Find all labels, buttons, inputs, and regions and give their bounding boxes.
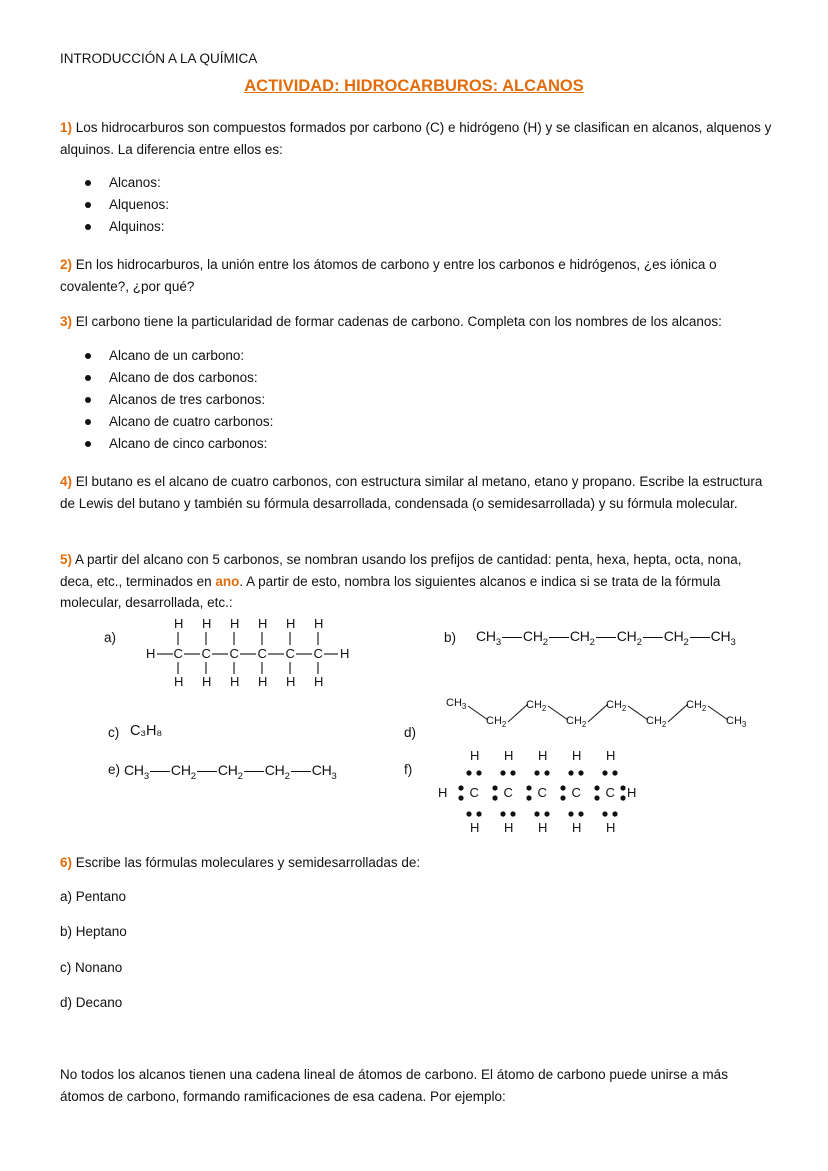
- list-item: Alquenos:: [85, 194, 169, 216]
- formula-d-zigzag: [440, 694, 770, 738]
- electron-dot: [602, 770, 607, 775]
- chain-group: $CH_2$: [522, 628, 548, 648]
- electron-dot: [534, 770, 539, 775]
- question-1-number: 1): [60, 120, 73, 135]
- atom-h: H: [202, 616, 212, 631]
- formula-b-condensed: [476, 628, 736, 648]
- question-3: [60, 311, 772, 333]
- atom-c: C: [285, 646, 295, 661]
- question-1-text: Los hidrocarburos son compuestos formados por carbono (C) e hidrógeno (H) y se clasifican en alcanos, alquenos y alquinos. La diferencia entre ellos es:: [60, 120, 772, 157]
- electron-dot: [466, 811, 471, 816]
- electron-dot: [458, 785, 463, 790]
- bond: [708, 706, 728, 720]
- atom-c: C: [201, 646, 211, 661]
- electron-dot: [560, 795, 565, 800]
- bond-dash: [197, 771, 217, 772]
- question-1-list: [85, 172, 169, 238]
- atom-h: H: [606, 820, 616, 835]
- answer-item: a) Pentano: [60, 889, 127, 904]
- chain-group: $CH_2$: [486, 715, 507, 729]
- list-item: Alcano de cuatro carbonos:: [85, 411, 273, 433]
- question-5-number: 5): [60, 552, 73, 567]
- atom-h: H: [174, 674, 184, 689]
- bond-dash: [549, 637, 569, 638]
- atom-c: C: [605, 785, 615, 800]
- atom-h: H: [572, 748, 582, 763]
- atom-h: H: [470, 820, 480, 835]
- question-6: [60, 852, 772, 874]
- formula-e-condensed: [124, 762, 337, 782]
- chain-group: $CH_2$: [566, 715, 587, 729]
- bond-dash: [643, 637, 663, 638]
- question-5-text-b: . A partir de esto, nombra los siguientes alcanos e indica si se trata de la fórmula molecular, desarrollada, etc.:: [60, 573, 721, 610]
- atom-h: H: [538, 820, 548, 835]
- label-b: b): [444, 630, 457, 645]
- electron-dot: [544, 770, 549, 775]
- atom-c: C: [503, 785, 513, 800]
- bond-dash: [596, 637, 616, 638]
- list-item: Alcano de un carbono:: [85, 345, 273, 367]
- atom-h: H: [230, 674, 240, 689]
- label-a: a): [104, 630, 117, 645]
- atom-h: H: [314, 674, 324, 689]
- atom-h: H: [202, 674, 212, 689]
- electron-dot: [466, 770, 471, 775]
- bond: [668, 704, 688, 722]
- electron-dot: [476, 811, 481, 816]
- chain-group: $CH_3$: [311, 762, 337, 782]
- list-item: Alcano de cinco carbonos:: [85, 433, 273, 455]
- electron-dot: [578, 770, 583, 775]
- chain-group: $CH_2$: [663, 628, 689, 648]
- atom-h: H: [627, 785, 637, 800]
- question-6-text: Escribe las fórmulas moleculares y semidesarrolladas de:: [72, 855, 421, 870]
- electron-dot: [568, 770, 573, 775]
- question-3-number: 3): [60, 314, 73, 329]
- electron-dot: [476, 770, 481, 775]
- question-6-number: 6): [60, 855, 73, 870]
- list-item: Alcanos de tres carbonos:: [85, 389, 273, 411]
- bond-dash: [502, 637, 522, 638]
- atom-h: H: [504, 820, 514, 835]
- answer-item: c) Nonano: [60, 960, 123, 975]
- atom-h: H: [286, 674, 296, 689]
- electron-dot: [620, 785, 625, 790]
- formula-c-molecular: C₃H₈: [130, 723, 163, 739]
- atom-h: H: [314, 616, 324, 631]
- atom-c: C: [173, 646, 183, 661]
- label-e: e): [108, 762, 121, 777]
- chain-group: $CH_2$: [569, 628, 595, 648]
- atom-h: H: [286, 616, 296, 631]
- electron-dot: [544, 811, 549, 816]
- electron-dot: [534, 811, 539, 816]
- atom-h: H: [438, 785, 448, 800]
- label-c: c): [108, 725, 120, 740]
- electron-dot: [526, 795, 531, 800]
- label-f: f): [404, 762, 413, 777]
- chain-group: $CH_2$: [170, 762, 196, 782]
- atom-c: C: [313, 646, 323, 661]
- question-3-list: [85, 345, 273, 455]
- atom-c: C: [469, 785, 479, 800]
- electron-dot: [526, 785, 531, 790]
- chain-group: $CH_2$: [646, 715, 667, 729]
- formula-a-structural: [140, 614, 360, 694]
- answer-item: b) Heptano: [60, 924, 127, 939]
- chain-group: $CH_2$: [616, 628, 642, 648]
- question-5-highlight: ano: [215, 573, 240, 589]
- electron-dot: [492, 795, 497, 800]
- electron-dot: [602, 811, 607, 816]
- chain-group: $CH_2$: [264, 762, 290, 782]
- bond-dash: [291, 771, 311, 772]
- electron-dot: [510, 770, 515, 775]
- chain-group: $CH_3$: [726, 715, 747, 729]
- list-item: Alcano de dos carbonos:: [85, 367, 273, 389]
- question-1: [60, 117, 772, 160]
- electron-dot: [458, 795, 463, 800]
- atom-c: C: [537, 785, 547, 800]
- chain-group: $CH_3$: [124, 762, 149, 782]
- electron-dot: [510, 811, 515, 816]
- atom-h: H: [538, 748, 548, 763]
- list-item: Alcanos:: [85, 172, 169, 194]
- electron-dot: [578, 811, 583, 816]
- chain-group: $CH_3$: [476, 628, 501, 648]
- electron-dot: [568, 811, 573, 816]
- label-d: d): [404, 725, 417, 740]
- atom-h: H: [146, 646, 156, 661]
- atom-h: H: [470, 748, 480, 763]
- atom-h: H: [174, 616, 184, 631]
- atom-c: C: [229, 646, 239, 661]
- atom-c: C: [571, 785, 581, 800]
- list-item: Alquinos:: [85, 216, 169, 238]
- question-5: [60, 549, 772, 614]
- bond-dash: [244, 771, 264, 772]
- electron-dot: [492, 785, 497, 790]
- bond: [508, 704, 528, 722]
- electron-dot: [500, 811, 505, 816]
- atom-c: C: [257, 646, 267, 661]
- question-2-number: 2): [60, 257, 73, 272]
- question-3-text: El carbono tiene la particularidad de formar cadenas de carbono. Completa con los nombres de los alcanos:: [72, 314, 722, 329]
- bond: [588, 704, 608, 722]
- bond-dash: [690, 637, 710, 638]
- atom-h: H: [258, 616, 268, 631]
- formula-f-lewis: [436, 746, 656, 838]
- question-4-number: 4): [60, 474, 73, 489]
- atom-h: H: [572, 820, 582, 835]
- answer-item: d) Decano: [60, 995, 123, 1010]
- atom-h: H: [504, 748, 514, 763]
- electron-dot: [594, 785, 599, 790]
- closing-paragraph: No todos los alcanos tienen una cadena lineal de átomos de carbono. El átomo de carbono puede unirse a más átomos de carbono, formando ramificaciones de esa cadena. Por ejemplo:: [60, 1067, 728, 1104]
- chain-group: $CH_2$: [606, 699, 627, 713]
- electron-dot: [560, 785, 565, 790]
- question-4-text: El butano es el alcano de cuatro carbonos, con estructura similar al metano, etano y propano. Escribe la estructura de Lewis del butano y también su fórmula desarrollada, condensada (o semidesarrollada) y su fórmula molecular.: [60, 474, 763, 511]
- chain-group: $CH_2$: [217, 762, 243, 782]
- atom-h: H: [230, 616, 240, 631]
- electron-dot: [612, 770, 617, 775]
- chain-group: $CH_3$: [710, 628, 736, 648]
- atom-h: H: [340, 646, 350, 661]
- question-5-text-a: A partir del alcano con 5 carbonos, se nombran usando los prefijos de cantidad: penta, hexa, hepta, octa, nona, deca, etc., terminados en: [60, 552, 742, 589]
- bond: [548, 706, 568, 720]
- bond: [468, 706, 488, 720]
- bond: [628, 706, 648, 720]
- electron-dot: [612, 811, 617, 816]
- page-title: ACTIVIDAD: HIDROCARBUROS: ALCANOS: [244, 77, 584, 95]
- chain-group: $CH_2$: [526, 699, 547, 713]
- question-2-text: En los hidrocarburos, la unión entre los átomos de carbono y entre los carbonos e hidrógenos, ¿es iónica o covalente?, ¿por qué?: [60, 257, 717, 294]
- electron-dot: [620, 795, 625, 800]
- page-header: INTRODUCCIÓN A LA QUÍMICA: [60, 51, 258, 66]
- question-4: [60, 471, 772, 514]
- atom-h: H: [606, 748, 616, 763]
- electron-dot: [594, 795, 599, 800]
- electron-dot: [500, 770, 505, 775]
- atom-h: H: [258, 674, 268, 689]
- bond-dash: [150, 771, 170, 772]
- chain-group: $CH_2$: [686, 699, 707, 713]
- chain-group: $CH_3$: [446, 697, 467, 711]
- question-2: [60, 254, 772, 297]
